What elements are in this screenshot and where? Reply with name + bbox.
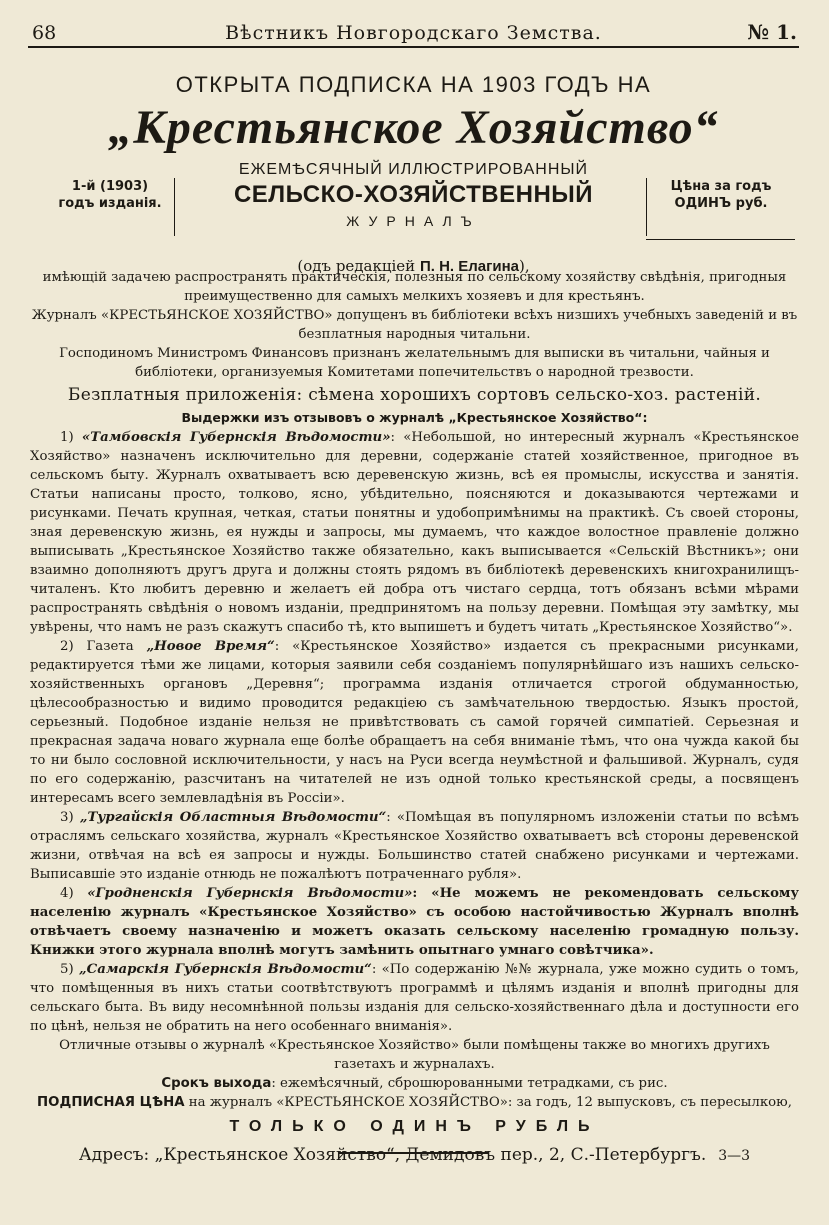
review-4: [30, 884, 799, 960]
review-text: : «Помѣщая въ популярномъ изложеніи статьи по всѣмъ отраслямъ сельскаго хозяйства, журналъ «Крестьянское Хозяйство охватываетъ всѣ стороны деревенской жизни, отвѣчая на всѣ ея запросы и нужды. Большинство статей снабжено рисунками и чертежами. Выписавшіе это изданіе отнюдь не пожалѣютъ потраченнаго рубля».: [30, 810, 799, 882]
term-label: Срокъ выхода: [161, 1076, 272, 1091]
journal-title: Вѣстникъ Новгородскаго Земства.: [225, 22, 602, 44]
purpose-text-3: Господиномъ Министромъ Финансовъ признанъ желательнымъ для выписки въ читальни, чайныя и библіотеки, организуемыя Комитетами попечительствъ о народной трезвости.: [59, 346, 770, 380]
review-3: [30, 808, 799, 884]
publication-term: [30, 1074, 799, 1093]
journal-word: ЖУРНАЛЪ: [346, 213, 481, 229]
page-number: 68: [32, 22, 57, 44]
year-line-1: 1-й (1903): [71, 179, 149, 194]
free-supplements: Безплатныя приложенія: сѣмена хорошихъ сортовъ сельско-хоз. растеній.: [67, 385, 762, 405]
editor-prefix: (одъ редакціей: [297, 257, 420, 275]
open-subscription-heading: ОТКРЫТА ПОДПИСКА НА 1903 ГОДЪ НА: [175, 72, 652, 97]
price-label: ПОДПИСНАЯ ЦѢНА: [37, 1095, 185, 1110]
review-text: : «По содержанію №№ журнала, уже можно судить о томъ, что помѣщенныя въ нихъ статьи соотвѣтствуютъ программѣ и цѣлямъ изданія и вполнѣ пригодны для сельскаго быта. Въ виду несомнѣнной пользы изданія для сельско-хозяйственнаго дѣла и доступности его по цѣнѣ, нельзя не обратить на него особеннаго вниманія».: [30, 962, 800, 1034]
only-one-ruble: ТОЛЬКО ОДИНЪ РУБЛЬ: [229, 1118, 600, 1135]
address-text: Адресъ: „Крестьянское Хозяйство“, Демидовъ пер., 2, С.-Петербургъ.: [78, 1145, 707, 1165]
agricultural-heading: СЕЛЬСКО-ХОЗЯЙСТВЕННЫЙ: [233, 181, 594, 208]
editor-suffix: ),: [518, 257, 530, 275]
review-text: : «Не можемъ не рекомендовать сельскому населенію журналъ «Крестьянское Хозяйство» съ особою настойчивостью Журналъ вполнѣ отвѣчаетъ своему назначенію и можетъ оказать сельскому населенію громадную пользу. Книжки этого журнала вполнѣ могутъ замѣнить опытнаго умнаго совѣтчика».: [30, 886, 799, 958]
price-line-2: ОДИНЪ руб.: [674, 196, 768, 211]
review-text: : «Небольшой, но интересный журналъ «Крестьянское Хозяйство» назначенъ исключительно для деревни, содержаніе статей хозяйственное, пригодное въ сельскомъ быту. Журналъ охватываетъ всю деревенскую жизнь, всѣ ея промыслы, искусства и занятія. Статьи написаны просто, толково, ясно, убѣдительно, поясняются и доказываются чертежами и рисунками. Печать крупная, четкая, статьи понятны и удобопримѣнимы на практикѣ. Съ своей стороны, зная деревенскую жизнь, ея нужды и запросы, мы думаемъ, что каждое волостное правленіе должно выписывать „Крестьянское Хозяйство также обязательно, какъ выписывается «Сельскій Вѣстникъ»; они взаимно дополняютъ другъ друга и должны стоять рядомъ въ библіотекѣ деревенскихъ книгохранилищъ-читаленъ. Кто любитъ деревню и желаетъ ей добра отъ чистаго сердца, тотъ обязанъ всѣми мѣрами распространять свѣдѣнія о новомъ изданіи, предпринятомъ на пользу деревни. Помѣщая эту замѣтку, мы увѣрены, что намъ не разъ скажутъ спасибо тѣ, кто выпишетъ и будетъ читать „Крестьянское Хозяйство“».: [30, 430, 799, 635]
review-source: «Гродненскія Губернскія Вѣдомости»: [87, 886, 413, 901]
review-source: „Новое Время“: [146, 639, 275, 654]
magazine-title: „Крестьянское Хозяйство“: [108, 101, 719, 154]
subscription-advertisement: [28, 72, 799, 277]
reviews-heading: Выдержки изъ отзывовъ о журналѣ „Крестьянское Хозяйство“:: [181, 410, 648, 425]
bottom-rule: [338, 1152, 488, 1154]
issue-number: № 1.: [747, 20, 797, 44]
other-reviews: Отличные отзывы о журналѣ «Крестьянское Хозяйство» были помѣщены также во многихъ другихъ газетахъ и журналахъ.: [59, 1038, 770, 1072]
editor-name: П. Н. Елагина: [419, 258, 519, 275]
insertion-ref: 3—3: [718, 1148, 751, 1164]
monthly-illustrated: ЕЖЕМѢСЯЧНЫЙ ИЛЛЮСТРИРОВАННЫЙ: [238, 161, 589, 178]
review-number: 2) Газета: [60, 639, 147, 654]
price-text: на журналъ «КРЕСТЬЯНСКОЕ ХОЗЯЙСТВО»: за годъ, 12 выпусковъ, съ пересылкою,: [184, 1095, 792, 1110]
year-box: [46, 178, 175, 236]
purpose-text-1: имѣющій задачею распространять практическія, полезныя по сельскому хозяйству свѣдѣнія, пригодныя преимущественно для самыхъ мелкихъ хозяевъ и для крестьянъ.: [42, 270, 787, 304]
subscription-price: [30, 1093, 799, 1112]
price-line-1: Цѣна за годъ: [670, 179, 772, 194]
term-text: : ежемѣсячный, сброшюрованными тетрадками, съ рис.: [271, 1076, 668, 1091]
price-box: [646, 178, 795, 236]
purpose-text-2: Журналъ «КРЕСТЬЯНСКОЕ ХОЗЯЙСТВО» допущенъ въ библіотеки всѣхъ низшихъ учебныхъ заведеній и въ безплатныя народныя читальни.: [31, 308, 798, 342]
address-line: [30, 1142, 799, 1169]
review-1: [30, 428, 799, 637]
review-source: „Тургайскія Областныя Вѣдомости“: [79, 810, 387, 825]
review-5: [30, 960, 799, 1036]
review-2: [30, 637, 799, 808]
page-header: [28, 18, 799, 48]
review-text: : «Крестьянское Хозяйство» издается съ прекрасными рисунками, редактируется тѣми же лицами, которыя заявили себя созданіемъ популярнѣйшаго изъ нашихъ сельско-хозяйственныхъ органовъ „Деревня“; программа изданія отличается строгой обдуманностью, цѣлесообразностью и видимо проводится редакціею съ замѣчательною твердостью. Языкъ простой, серьезный. Подобное изданіе нельзя не привѣтствовать съ самой горячей симпатіей. Серьезная и прекрасная задача новаго журнала еще болѣе обращаетъ на себя вниманіе тѣмъ, что она чужда какой бы то ни было сословной исключительности, у насъ на Руси всегда неумѣстной и фальшивой. Журналъ, судя по его содержанію, разсчитанъ на читателей не изъ одной только крестьянской среды, а посвященъ интересамъ всего землевладѣнія въ Россіи».: [30, 639, 799, 806]
review-number: 1): [60, 430, 82, 445]
year-line-2: годъ изданія.: [58, 196, 162, 211]
review-source: „Самарскія Губернскія Вѣдомости“: [79, 962, 372, 977]
masthead-block: [28, 156, 799, 254]
advertisement-body: [30, 268, 799, 1169]
review-number: 4): [60, 886, 88, 901]
review-number: 3): [60, 810, 80, 825]
review-source: «Тамбовскія Губернскія Вѣдомости»: [81, 430, 391, 445]
review-number: 5): [60, 962, 79, 977]
